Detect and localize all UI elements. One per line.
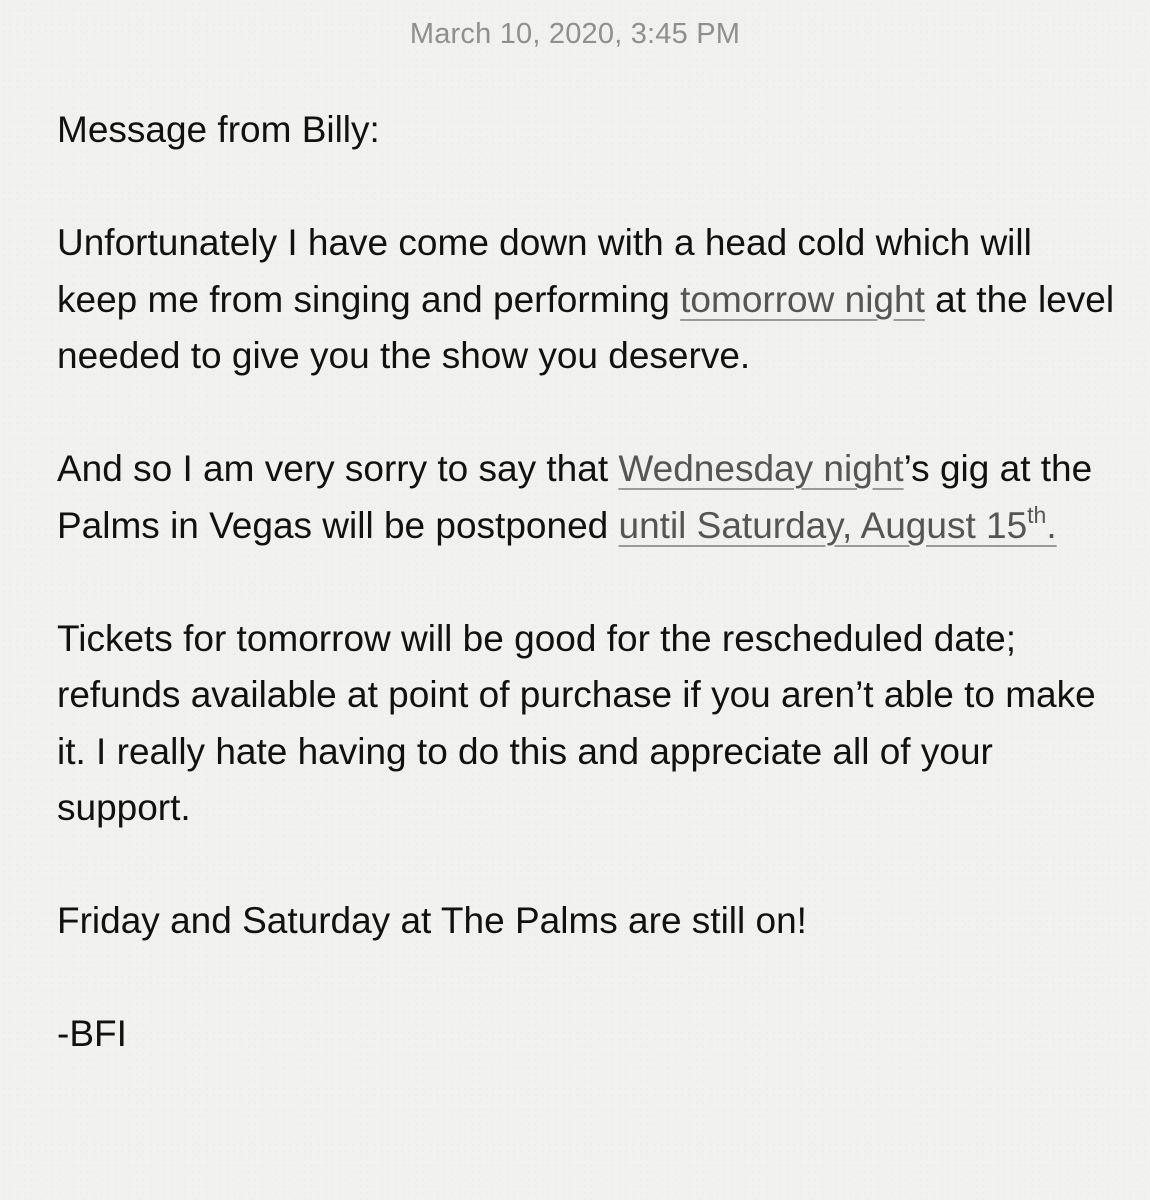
date-link-text: until Saturday, August 15 — [618, 504, 1028, 546]
paragraph-text: Unfortunately I have come down with a head cold which will keep me from singing and performing — [57, 222, 1032, 320]
paragraph-tickets: Tickets for tomorrow will be good for the rescheduled date; refunds available at point of purchase if you aren’t able to make it. I really hate having to do this and appreciate all of your support. — [57, 617, 1096, 828]
date-link-period: . — [1046, 504, 1057, 546]
paragraph-still-on: Friday and Saturday at The Palms are still on! — [57, 900, 807, 941]
note-signature: -BFI — [57, 1013, 127, 1054]
date-link-until-saturday[interactable] — [618, 501, 1057, 546]
paragraph-text: at the level needed to give you the show you deserve. — [57, 278, 1115, 376]
date-link-wednesday-night[interactable]: Wednesday night — [618, 448, 904, 489]
paragraph-text: ’s gig at the Palms in Vegas will be postponed — [57, 448, 1093, 546]
paragraph-text: And so I am very sorry to say that — [57, 448, 619, 489]
ordinal-suffix: th — [1027, 501, 1047, 528]
paragraph-cancellation — [57, 215, 1117, 385]
note-timestamp: March 10, 2020, 3:45 PM — [409, 18, 741, 50]
date-link-tomorrow-night[interactable]: tomorrow night — [680, 278, 925, 320]
note-greeting: Message from Billy: — [57, 109, 380, 150]
note-body[interactable] — [57, 102, 1117, 1119]
paragraph-postponement — [57, 441, 1117, 554]
